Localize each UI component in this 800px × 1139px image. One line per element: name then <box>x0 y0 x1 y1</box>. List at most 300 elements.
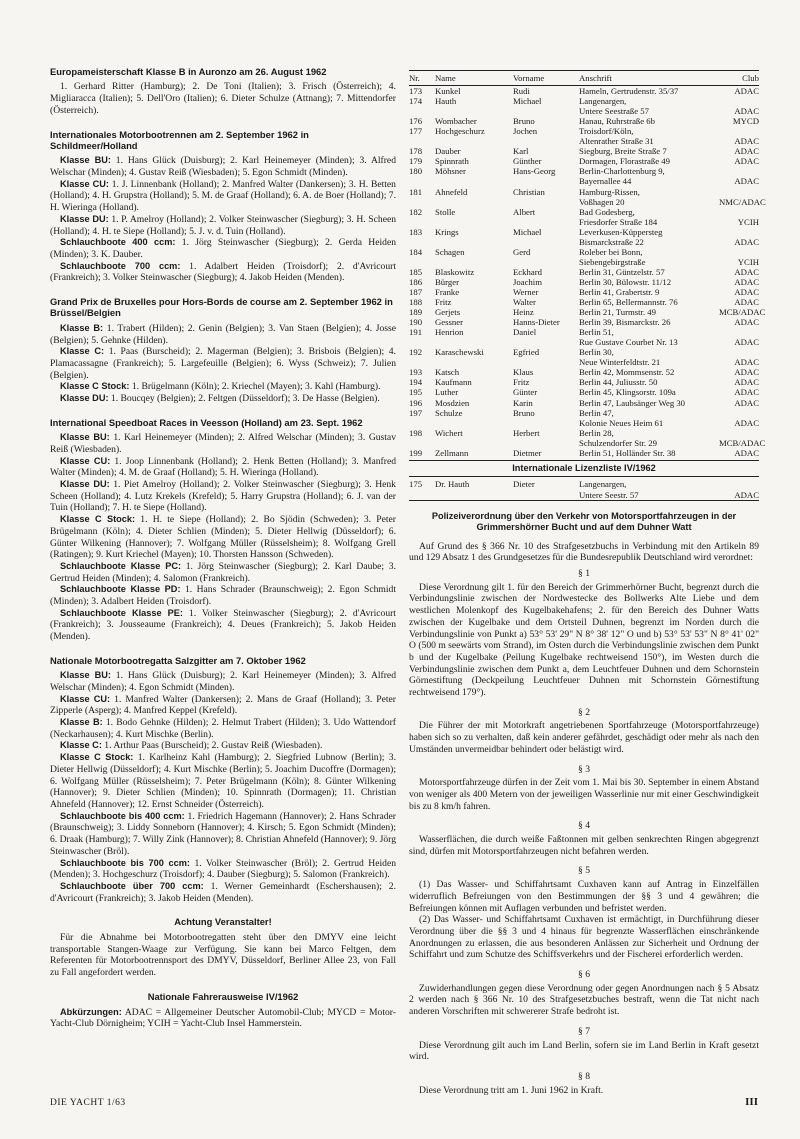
result-paragraph <box>50 694 396 717</box>
table-cell: Gerjets <box>435 307 461 318</box>
table-cell <box>409 217 435 227</box>
class-label: Klasse C Stock: <box>60 752 134 763</box>
table-row <box>409 217 759 227</box>
table-cell: Günter <box>513 387 538 398</box>
table-cell <box>435 237 513 247</box>
result-paragraph <box>50 155 396 178</box>
result-paragraph <box>50 717 396 740</box>
table-row <box>409 377 759 387</box>
table-cell: Werner <box>513 286 539 297</box>
table-cell: ADAC <box>734 447 759 458</box>
table-cell: 198 <box>409 427 423 438</box>
table-row <box>409 227 759 237</box>
table-cell: ADAC <box>734 397 759 408</box>
result-text: 1. Friedrich Hagemann (Hannover); 2. Hans Schrader (Braunschweig); 3. Liddy Sonneborn (Hannover); 4. Kirsch; 5. Egon Schmidt (Minden); 6. Draak (Hamburg); 7. Willy Zink (Hannover); 8. Christian Ahnefeld (Hannover); 9. Jörg Steinwascher (Bröl). <box>50 810 396 857</box>
table-cell <box>435 106 513 116</box>
table-cell: NMC/ADAC <box>719 196 766 207</box>
table-cell: Bruno <box>513 407 535 418</box>
table-cell: 173 <box>409 86 423 97</box>
table-cell: Hameln, Gertrudenstr. 35/37 <box>579 86 679 97</box>
table-cell: 190 <box>409 317 423 328</box>
table-cell: Schulzendorfer Str. 29 <box>579 437 657 448</box>
regulation-paragraph <box>409 764 759 813</box>
class-label: Klasse C Stock: <box>60 381 130 392</box>
table-cell: Berlin 42, Mommsenstr. 52 <box>579 367 675 378</box>
table-cell <box>513 257 579 267</box>
table-cell: 177 <box>409 126 423 137</box>
table-cell: 187 <box>409 286 423 297</box>
table-row <box>409 277 759 287</box>
table-cell: YCIH <box>737 216 759 227</box>
paragraph-text: Diese Verordnung gilt auch im Land Berlin, sofern sie im Land Berlin in Kraft gesetzt wird. <box>409 1039 759 1063</box>
table-cell <box>719 327 759 337</box>
right-column <box>409 70 766 1104</box>
table-cell: Berlin 21, Turmstr. 49 <box>579 307 656 318</box>
section-title: Nationale Motorbootregatta Salzgitter am 7. Oktober 1962 <box>50 654 306 666</box>
table-row <box>409 166 759 176</box>
table-cell <box>435 217 513 227</box>
table-cell <box>719 227 759 237</box>
table-cell: ADAC <box>734 337 759 348</box>
paragraph-text: Wasserflächen, die durch weiße Faßtonnen mit gelben senkrechten Ringen abgegrenzt sind, dürfen mit Motorsportfahrzeugen nicht befahren werden. <box>409 834 759 857</box>
section-title: Grand Prix de Bruxelles pour Hors-Bords de course am 2. September 1962 in Brüssel/Belgien <box>50 296 393 319</box>
table-cell: Stolle <box>435 206 456 217</box>
paragraph-number: § 3 <box>578 763 590 775</box>
table-row <box>409 146 759 156</box>
table-cell <box>513 490 579 500</box>
paragraph-number: § 1 <box>578 567 590 579</box>
table-row <box>409 86 759 97</box>
result-text: 1. Karlheinz Kahl (Hamburg); 2. Siegfried Lubnow (Berlin); 3. Dieter Hellwig (Düsseldorf); 4. Kurt Mischke (Berlin); 5. Joachim Ducoffre (Dormagen); 6. Wolfgang Müller (Rüsselsheim); 7. Peter Brügelmann (Köln); 8. Günter Wilkening (Hannover); 9. Dieter Schlien (Minden); 10. Spinnrath (Dormagen); 11. Christian Ahnefeld (Hannover); 12. Ernst Schneider (Österreich). <box>50 752 396 810</box>
result-paragraph <box>50 456 396 479</box>
class-label: Schlauchboote bis 700 ccm: <box>60 857 190 868</box>
table-cell <box>409 357 435 367</box>
table-cell: Langenargen, <box>579 96 627 107</box>
lizenz-title: Internationale Lizenzliste IV/1962 <box>409 460 759 478</box>
table-cell: Dr. Hauth <box>435 479 470 490</box>
table-cell: Neue Winterfeldtstr. 21 <box>579 357 661 368</box>
result-paragraph <box>50 514 396 561</box>
result-text: 1. Hans Schrader (Braunschweig); 2. Egon Schmidt (Minden); 3. Adalbert Heiden (Troisdorf). <box>50 584 396 608</box>
results-section <box>50 66 396 117</box>
table-cell: Blaskowitz <box>435 266 475 277</box>
table-cell: Dormagen, Florastraße 49 <box>579 156 670 167</box>
class-label: Klasse B: <box>60 322 104 333</box>
table-cell: Berlin 47, <box>579 407 614 418</box>
table-cell: YCIH <box>737 256 759 267</box>
table-cell: Bayernallee 44 <box>579 176 632 187</box>
table-row <box>409 197 759 207</box>
class-label: Klasse BU: <box>60 155 111 166</box>
table-row <box>409 267 759 277</box>
notice-text: Für die Abnahme bei Motorbootregatten steht über den DMYV eine leicht transportable Stangen-Waage zur Verfügung. Sie kann bei Marco Feltgen, dem Referenten für Motorbootrennsport des DMYV, Düsseldorf, Berliner Allee 23, von Fall zu Fall angefordert werden. <box>50 932 396 979</box>
result-text: 1. Werner Gemeinhardt (Eschershausen); 2. d'Avricourt (Frankreich); 3. Jakob Heiden (Menden). <box>50 880 396 904</box>
table-row <box>409 96 759 106</box>
table-row <box>409 418 759 428</box>
result-paragraph <box>50 261 396 284</box>
table-cell: Siebengebirgstraße <box>579 256 646 267</box>
column-header: Name <box>435 71 513 86</box>
table-row <box>409 408 759 418</box>
table-cell: Hanns-Dieter <box>513 317 560 328</box>
result-paragraph <box>50 740 396 752</box>
table-row <box>409 247 759 257</box>
table-cell: 179 <box>409 156 423 167</box>
result-paragraph <box>50 811 396 858</box>
table-cell: Kunkel <box>435 86 461 97</box>
table-row <box>409 207 759 217</box>
table-cell: Schulze <box>435 407 463 418</box>
table-cell: 182 <box>409 206 423 217</box>
table-row <box>409 357 759 367</box>
table-row <box>409 448 759 458</box>
table-cell: Wichert <box>435 427 463 438</box>
table-cell <box>719 187 759 197</box>
table-row <box>409 126 759 136</box>
table-cell <box>513 106 579 116</box>
paragraph-number: § 7 <box>578 1025 590 1037</box>
table-cell: ADAC <box>734 146 759 157</box>
table-cell: Berlin 30, Bülowstr. 11/12 <box>579 276 672 287</box>
table-cell <box>719 166 759 176</box>
result-text: 1. Gerhard Ritter (Hamburg); 2. De Toni (Italien); 3. Frisch (Österreich); 4. Migliaracca (Italien); 5. Dell'Oro (Italien); 6. Dieter Schulze (Attnang); 7. Mittendorfer (Österreich). <box>50 81 396 116</box>
table-cell <box>435 197 513 207</box>
regulation-intro: Auf Grund des § 366 Nr. 10 des Strafgesetzbuchs in Verbindung mit den Artikeln 89 und 129 Absatz 1 des Grundgesetzes für die Bundesrepublik Deutschland wird verordnet: <box>409 540 759 564</box>
table-cell: Berlin 41, Grabertstr. 9 <box>579 286 660 297</box>
table-cell <box>409 106 435 116</box>
table-cell <box>409 176 435 186</box>
class-label: Klasse DU: <box>60 393 109 404</box>
result-text: 1. Adalbert Heiden (Troisdorf); 2. d'Avricourt (Frankreich); 3. Volker Steinwascher (Siegburg); 4. Jakob Heiden (Menden). <box>50 260 396 284</box>
table-cell <box>409 490 435 500</box>
table-cell: ADAC <box>734 106 759 117</box>
table-cell: Egfried <box>513 347 540 358</box>
table-cell: Luther <box>435 387 459 398</box>
table-cell: Krings <box>435 226 459 237</box>
table-cell: ADAC <box>734 297 759 308</box>
result-text: 1. Jörg Steinwascher (Siegburg); 2. Karl Daube; 3. Gertrud Heiden (Minden); 4. Salomon (Frankreich). <box>50 560 396 584</box>
table-row <box>409 287 759 297</box>
table-cell: Voßhagen 20 <box>579 196 625 207</box>
result-text: 1. Volker Steinwascher (Siegburg); 2. d'Avricourt (Frankreich); 3. Jousseaume (Frankreich); 4. Deues (Frankreich); 5. Jakob Heiden (Menden). <box>50 607 396 643</box>
table-cell: Leverkusen-Küppersteg <box>579 226 663 237</box>
table-row <box>409 297 759 307</box>
table-cell: 189 <box>409 307 423 318</box>
regulation-paragraph <box>409 820 759 857</box>
table-cell: Schagen <box>435 246 465 257</box>
table-cell: 178 <box>409 146 423 157</box>
table-cell: 196 <box>409 397 423 408</box>
table-cell <box>513 438 579 448</box>
result-text: 1. Hans Glück (Duisburg); 2. Karl Heinemeyer (Minden); 3. Alfred Welschar (Minden); 4. Gustav Reiß (Wiesbaden); 5. Egon Schmidt (Minden). <box>50 155 396 179</box>
column-header: Nr. <box>409 71 435 86</box>
table-cell: Hamburg-Rissen, <box>579 186 640 197</box>
result-text: 1. J. Linnenbank (Holland); 2. Manfred Walter (Dankersen); 3. H. Betten (Holland); 4. H. Grupstra (Holland); 5. M. de Graaf (Holland); 6. A. de Boer (Holland); 7. H. Wieringa (Holland). <box>50 178 396 214</box>
table-row <box>409 187 759 197</box>
result-text: 1. Trabert (Hilden); 2. Genin (Belgien); 3. Van Staen (Belgien); 4. Josse (Belgien); 5. Gehnke (Hilden). <box>50 322 396 346</box>
table-row <box>409 106 759 116</box>
table-cell <box>513 357 579 367</box>
result-text: 1. Volker Steinwascher (Bröl); 2. Gertrud Heiden (Menden); 3. Hochgeschurz (Troisdorf); 4. Dauber (Siegburg); 5. Salomon (Frankreich). <box>50 857 397 881</box>
table-cell <box>513 337 579 347</box>
table-cell: Gerd <box>513 246 531 257</box>
result-text: 1. Piet Amelroy (Holland); 2. Volker Steinwascher (Siegburg); 3. Henk Scheen (Holland); 4. Lutz Krekels (Krefeld); 5. Harry Grupstra (Holland); 6. J. van der Tuin (Holland); 7. H. te Siepe (Holland). <box>50 479 396 514</box>
regulation-paragraph <box>409 568 759 699</box>
table-cell: ADAC <box>734 286 759 297</box>
table-cell: Rue Gustave Courbet Nr. 13 <box>579 337 678 348</box>
results-section <box>50 655 396 904</box>
result-paragraph <box>50 393 396 405</box>
table-cell <box>719 207 759 217</box>
table-cell: Ahnefeld <box>435 186 468 197</box>
table-cell: MCB/ADAC <box>719 437 766 448</box>
table-cell: Günther <box>513 156 542 167</box>
table-cell <box>409 337 435 347</box>
table-cell: Dieter <box>513 479 535 490</box>
table-row <box>409 257 759 267</box>
table-cell <box>719 408 759 418</box>
table-cell: 192 <box>409 347 423 358</box>
table-cell: Walter <box>513 297 536 308</box>
table-cell: ADAC <box>734 489 759 500</box>
table-cell <box>513 136 579 146</box>
paragraph-text: (1) Das Wasser- und Schiffahrtsamt Cuxhaven kann auf Antrag in Einzelfällen widerruflich Befreiungen von den Bestimmungen der §§ 3 und 4 gewähren; die Befreiungen können mit Auflagen verbunden und befristet werden. <box>409 879 759 914</box>
table-cell: Franke <box>435 286 460 297</box>
result-text: 1. P. Amelroy (Holland); 2. Volker Steinwascher (Siegburg); 3. H. Scheen (Holland); 4. H. te Siepe (Holland); 5. J. v. d. Tuin (Holland). <box>50 213 397 237</box>
class-label: Klasse CU: <box>60 455 111 466</box>
table-cell <box>513 237 579 247</box>
table-cell: ADAC <box>734 377 759 388</box>
table-cell <box>409 257 435 267</box>
table-cell: Berlin 28, <box>579 427 614 438</box>
table-cell: Berlin 47, Laubsänger Weg 30 <box>579 397 686 408</box>
table-cell: 184 <box>409 246 423 257</box>
table-cell: Troisdorf/Köln, <box>579 126 634 137</box>
table-cell <box>513 217 579 227</box>
result-paragraph <box>50 346 396 381</box>
paragraph-text: Diese Verordnung tritt am 1. Juni 1962 in Kraft. <box>419 1084 604 1096</box>
table-cell: Michael <box>513 96 542 107</box>
table-cell: 199 <box>409 447 423 458</box>
table-cell <box>435 438 513 448</box>
class-label: Klasse C: <box>60 346 105 357</box>
table-cell: Karl <box>513 146 529 157</box>
table-cell <box>719 428 759 438</box>
table-cell: Hans-Georg <box>513 166 556 177</box>
paragraph-text: Zuwiderhandlungen gegen diese Verordnung oder gegen Anordnungen nach § 5 Absatz 2 werden nach § 366 Nr. 10 des Strafgesetzbuches bestraft, wenn die Tat nicht nach anderen Vorschriften mit schwererer Strafe bedroht ist. <box>409 982 759 1018</box>
table-cell <box>435 257 513 267</box>
table-cell: Bismarckstraße 22 <box>579 236 644 247</box>
table-cell <box>435 418 513 428</box>
regulation-paragraph <box>409 969 759 1018</box>
table-cell: Christian <box>513 186 545 197</box>
table-row <box>409 438 759 448</box>
result-paragraph <box>50 858 396 881</box>
table-cell: Berlin 31, Güntzelstr. 57 <box>579 266 665 277</box>
table-row <box>409 367 759 377</box>
table-cell: Altenrather Straße 31 <box>579 136 654 147</box>
table-cell <box>435 136 513 146</box>
table-cell: Klaus <box>513 367 534 378</box>
table-row <box>409 136 759 146</box>
results-section <box>50 417 396 643</box>
table-cell <box>719 96 759 106</box>
table-cell: 191 <box>409 327 423 338</box>
table-cell <box>719 247 759 257</box>
table-cell <box>513 197 579 207</box>
result-text: 1. H. te Siepe (Holland); 2. Bo Sjödin (Schweden); 3. Peter Brügelmann (Köln); 4. Dieter Schlien (Minden); 5. Dieter Hellwig (Düsseldorf); 6. Günter Wilkening (Hannover); 7. Wolfgang Müller (Rüsselsheim); 8. Wolfgang Grell (Ratingen); 9. Kurt Kriechel (Mayen); 10. Thorsten Hansson (Schweden). <box>50 514 396 561</box>
table-cell: Rudi <box>513 86 530 97</box>
table-cell: ADAC <box>734 276 759 287</box>
section-title: Internationales Motorbootrennen am 2. September 1962 in Schildmeer/Holland <box>50 128 309 151</box>
table-cell: Karin <box>513 397 533 408</box>
result-paragraph <box>50 752 396 811</box>
table-cell: ADAC <box>734 156 759 167</box>
table-cell: Möhsner <box>435 166 466 177</box>
column-header: Vorname <box>513 71 579 86</box>
class-label: Schlauchboote Klasse PC: <box>60 560 182 571</box>
table-cell: ADAC <box>734 136 759 147</box>
table-cell: Friesdorfer Straße 184 <box>579 216 658 227</box>
table-cell <box>409 136 435 146</box>
table-cell: 176 <box>409 116 423 127</box>
table-cell: Zellmann <box>435 447 469 458</box>
notice-title: Achtung Veranstalter! <box>174 916 272 928</box>
table-cell: 181 <box>409 186 423 197</box>
table-cell: ADAC <box>734 176 759 187</box>
table-row <box>409 428 759 438</box>
class-label: Klasse C Stock: <box>60 514 136 525</box>
regulation-paragraph <box>409 707 759 756</box>
result-text: 1. Manfred Walter (Dankersen); 2. Mans de Graaf (Holland); 3. Peter Zipperle (Asperg); 4. Manfred Keppel (Krefeld). <box>50 693 396 717</box>
table-cell: 195 <box>409 387 423 398</box>
table-cell <box>435 357 513 367</box>
regulation-title: Polizeiverordnung über den Verkehr von Motorsportfahrzeugen in der Grimmershörner Bucht und auf dem Duhner Watt <box>431 510 737 532</box>
class-label: Klasse C: <box>60 740 102 751</box>
abbreviations <box>50 1007 396 1030</box>
table-cell: Kolonie Neues Heim 61 <box>579 417 664 428</box>
table-cell: Eckhard <box>513 266 542 277</box>
class-label: Schlauchboote Klasse PD: <box>60 584 181 595</box>
result-paragraph <box>50 584 396 607</box>
table-cell <box>513 418 579 428</box>
table-header-row <box>409 71 759 86</box>
table-row <box>409 116 759 126</box>
regulation-paragraph <box>409 865 759 961</box>
license-table <box>409 70 766 458</box>
class-label: Klasse BU: <box>60 670 111 681</box>
table-row <box>409 317 759 327</box>
table-cell: Dietmer <box>513 447 542 458</box>
table-cell: 193 <box>409 367 423 378</box>
result-paragraph <box>50 237 396 260</box>
table-cell: Albert <box>513 206 536 217</box>
result-paragraph <box>50 381 396 393</box>
class-label: Schlauchboote bis 400 ccm: <box>60 810 185 821</box>
table-cell: ADAC <box>734 387 759 398</box>
table-row <box>409 176 759 186</box>
table-cell: MYCD <box>732 116 759 127</box>
table-cell: Fritz <box>513 377 530 388</box>
table-cell <box>435 337 513 347</box>
table-cell: ADAC <box>734 367 759 378</box>
table-cell <box>409 237 435 247</box>
result-paragraph <box>50 479 396 514</box>
section-title: International Speedboat Races in Veesson (Holland) am 23. Sept. 1962 <box>50 416 363 428</box>
result-text: 1. Paas (Burscheid); 2. Magerman (Belgien); 3. Brisbois (Belgien); 4. Plamacassagne (Frankreich); 5. Largefeuille (Belgien); 6. Wyss (Schweiz); 7. Julien (Belgien). <box>50 346 396 381</box>
table-cell: Gessner <box>435 317 463 328</box>
table-cell: Jochen <box>513 126 538 137</box>
column-header: Anschrift <box>579 71 719 86</box>
paragraph-text: Diese Verordnung gilt 1. für den Bereich der Grimmerhörner Bucht, begrenzt durch die Verbindungslinie zwischen der Nordwestecke des Bollwerks Alte Liebe und dem westlichen Molenkopf des Kugelbakehafens; 2. für den Bereich des Duhner Watts zwischen der Kugelbake und dem Ortsteil Duhnen, begrenzt im Norden durch die Verbindungslinie von Punkt a) 53° 53' 29" N 8° 38' 12" O und b) 53° 53' 53" N 8° 41' 02" O (500 m seewärts vom Strand), im Osten durch die Verbindungslinie zwischen dem Punkt b und der Kugelbake (Peilung Kugelbake rechtweisend 150°), im Westen durch die Verbindungslinie zwischen dem Punkt a, dem Leuchtfeuer Duhnen und dem Schornstein Görnestiftung (Deckpeilung Leuchtfeuer Duhnen mit Schornstein Görnestiftung rechtweisend 179°). <box>409 581 759 699</box>
table-cell: Katsch <box>435 367 460 378</box>
table-cell: MCB/ADAC <box>719 307 766 318</box>
table-row <box>409 156 759 166</box>
table-cell: 186 <box>409 276 423 287</box>
table-cell <box>409 197 435 207</box>
paragraph-text: Motorsportfahrzeuge dürfen in der Zeit vom 1. Mai bis 30. September in einem Abstand von weniger als 400 Metern von der jeweiligen Wasserlinie nur mit einer Geschwindigkeit bis zu 8 km/h fahren. <box>409 777 759 812</box>
paragraph-number: § 4 <box>578 820 590 832</box>
notice-section <box>50 916 396 979</box>
table-cell: Hochgeschurz <box>435 126 485 137</box>
paragraph-number: § 6 <box>578 969 590 981</box>
table-cell: Mosdzien <box>435 397 470 408</box>
result-text: 1. Hans Glück (Duisburg); 2. Karl Heinemeyer (Minden); 3. Alfred Welschar (Minden); 4. Egon Schmidt (Minden). <box>50 670 396 693</box>
lizenz-row <box>409 479 759 489</box>
result-text: 1. Bodo Gehnke (Hilden); 2. Helmut Trabert (Hilden); 3. Udo Wattendorf (Neckarhausen); 4. Kurt Mischke (Berlin). <box>50 717 396 740</box>
table-row <box>409 327 759 337</box>
paragraph-number: § 2 <box>578 706 590 718</box>
fahrer-section <box>50 991 396 1030</box>
table-cell: Berlin 65, Bellermannstr. 76 <box>579 297 678 308</box>
table-cell: 180 <box>409 166 423 177</box>
left-column <box>50 66 396 1042</box>
table-row <box>409 398 759 408</box>
class-label: Klasse DU: <box>60 479 110 490</box>
table-cell <box>409 438 435 448</box>
table-cell: Berlin 45, Klingsorstr. 109a <box>579 387 676 398</box>
table-cell: Berlin 39, Bismarckstr. 26 <box>579 317 671 328</box>
results-section <box>50 296 396 405</box>
table-cell: Spinnrath <box>435 156 469 167</box>
table-cell: 175 <box>409 479 423 490</box>
table-cell: Untere Seestraße 57 <box>579 106 649 117</box>
table-cell: Bad Godesberg, <box>579 206 635 217</box>
table-cell <box>719 126 759 136</box>
regulation-paragraph <box>409 1026 759 1063</box>
table-cell: Heinz <box>513 307 534 318</box>
table-cell: Karaschewski <box>435 347 484 358</box>
table-cell: Hanau, Ruhrstraße 6b <box>579 116 655 127</box>
paragraph-text: (2) Das Wasser- und Schiffahrtsamt Cuxhaven ist ermächtigt, in Durchführung dieser Verordnung über die §§ 3 und 4 hinaus für begrenzte Wasserflächen einschränkende Anordnungen zu erlassen, die aus besonderen Anlässen zur Sicherheit und Ordnung der Schiffahrt und zum Schutze des Schiffsverkehrs und der Fischerei erforderlich werden. <box>409 914 759 961</box>
table-cell: Langenargen, <box>579 479 627 490</box>
class-label: Schlauchboote 700 ccm: <box>60 260 181 271</box>
paragraph-number: § 8 <box>578 1071 590 1082</box>
table-cell: Dauber <box>435 146 461 157</box>
table-cell <box>435 490 513 500</box>
table-cell: 188 <box>409 297 423 308</box>
result-paragraph <box>50 608 396 643</box>
table-cell <box>409 418 435 428</box>
class-label: Klasse B: <box>60 717 103 728</box>
lizenz-row <box>409 490 759 500</box>
table-cell: Hauth <box>435 96 457 107</box>
result-text: 1. Karl Heinemeyer (Minden); 2. Alfred Welschar (Minden); 3. Gustav Reiß (Wiesbaden). <box>50 432 396 455</box>
class-label: Schlauchboote über 700 ccm: <box>60 880 204 891</box>
class-label: Schlauchboote 400 ccm: <box>60 237 176 248</box>
paragraph-number: § 5 <box>578 865 590 877</box>
lizenz-table <box>409 479 759 499</box>
